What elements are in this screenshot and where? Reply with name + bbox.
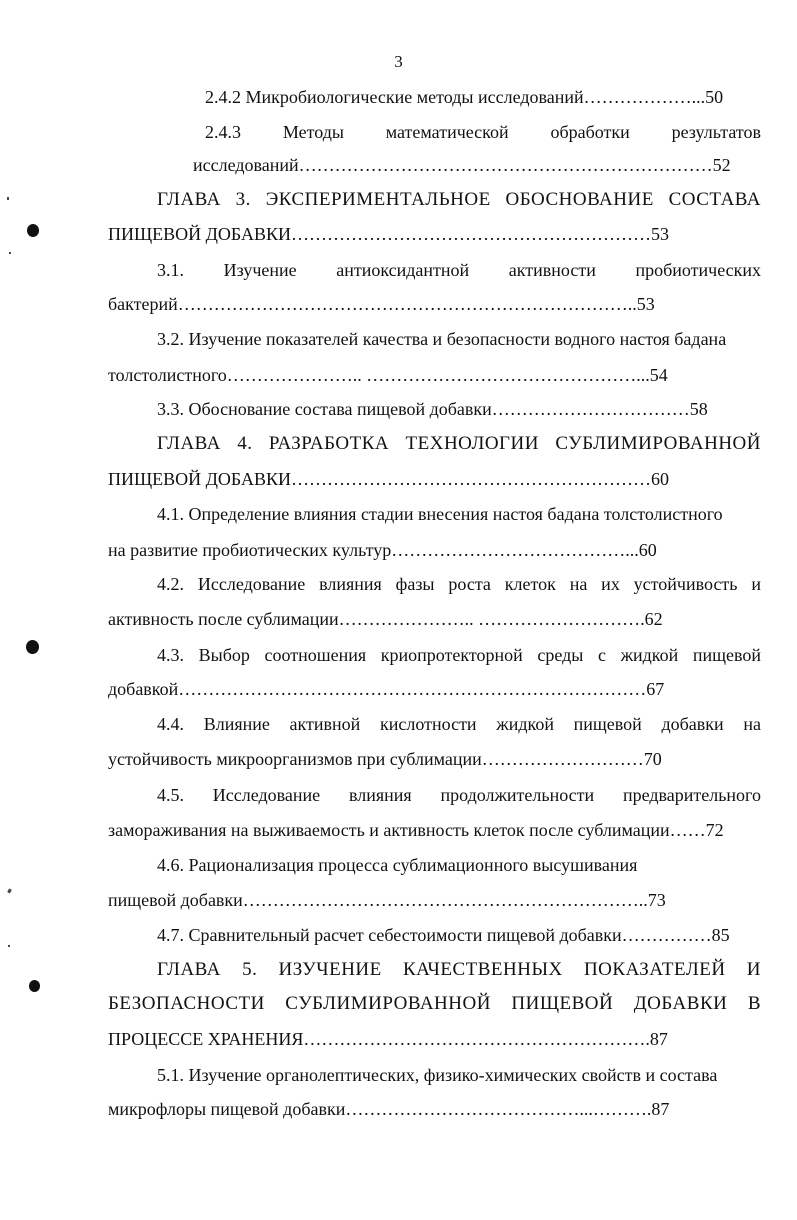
toc-line: ПИЩЕВОЙ ДОБАВКИ……………………………………………………60 (108, 469, 670, 489)
scan-speck (9, 252, 11, 254)
toc-line: 5.1. Изучение органолептических, физико-химических свойств и состава (157, 1065, 718, 1085)
toc-line: замораживания на выживаемость и активность клеток после сублимации……72 (108, 820, 724, 840)
toc-line: активность после сублимации………………….. ……………………….62 (108, 609, 663, 629)
toc-line: 4.5. Исследование влияния продолжительности предварительного (157, 785, 761, 805)
toc-line: 4.3. Выбор соотношения криопротекторной среды с жидкой пищевой (157, 645, 761, 665)
toc-line: 4.2. Исследование влияния фазы роста клеток на их устойчивость и (157, 574, 761, 594)
toc-line: БЕЗОПАСНОСТИ СУБЛИМИРОВАННОЙ ПИЩЕВОЙ ДОБАВКИ В (108, 993, 761, 1014)
toc-line: 3.1. Изучение антиоксидантной активности пробиотических (157, 260, 761, 280)
toc-line: пищевой добавки…………………………………………………………..73 (108, 890, 666, 910)
toc-line: толстолистного………………….. ………………………………………...54 (108, 365, 668, 385)
toc-line: 4.6. Рационализация процесса сублимационного высушивания (157, 855, 638, 875)
toc-line: ГЛАВА 5. ИЗУЧЕНИЕ КАЧЕСТВЕННЫХ ПОКАЗАТЕЛЕЙ И (157, 959, 761, 980)
toc-line: 4.7. Сравнительный расчет себестоимости пищевой добавки……………85 (157, 925, 730, 945)
toc-line: 3.3. Обоснование состава пищевой добавки……………………………58 (157, 399, 708, 419)
toc-line: добавкой……………………………………………………………………67 (108, 679, 665, 699)
toc-line: ПИЩЕВОЙ ДОБАВКИ……………………………………………………53 (108, 224, 670, 244)
toc-line: устойчивость микроорганизмов при сублимации………………………70 (108, 749, 662, 769)
toc-line: микрофлоры пищевой добавки…………………………………...……….87 (108, 1099, 670, 1119)
scan-speck (7, 197, 9, 200)
toc-line: 4.4. Влияние активной кислотности жидкой пищевой добавки на (157, 714, 761, 734)
scan-speck (8, 945, 10, 947)
binder-hole-mark (27, 224, 39, 237)
toc-line: ГЛАВА 3. ЭКСПЕРИМЕНТАЛЬНОЕ ОБОСНОВАНИЕ СОСТАВА (157, 189, 761, 210)
toc-line: 3.2. Изучение показателей качества и безопасности водного настоя бадана (157, 329, 727, 349)
toc-line: исследований……………………………………………………………52 (193, 155, 731, 175)
toc-line: ГЛАВА 4. РАЗРАБОТКА ТЕХНОЛОГИИ СУБЛИМИРОВАННОЙ (157, 433, 761, 454)
toc-line: 2.4.3 Методы математической обработки результатов (205, 122, 761, 142)
page-number: 3 (394, 52, 403, 71)
binder-hole-mark (26, 640, 39, 654)
toc-line: 2.4.2 Микробиологические методы исследований………………...50 (205, 87, 724, 107)
scan-speck (7, 889, 12, 894)
toc-line: на развитие пробиотических культур…………………………………...60 (108, 540, 657, 560)
toc-line: ПРОЦЕССЕ ХРАНЕНИЯ………………………………………………….87 (108, 1029, 668, 1049)
binder-hole-mark (29, 980, 40, 992)
toc-line: бактерий…………………………………………………………………..53 (108, 294, 655, 314)
toc-line: 4.1. Определение влияния стадии внесения настоя бадана толстолистного (157, 504, 723, 524)
